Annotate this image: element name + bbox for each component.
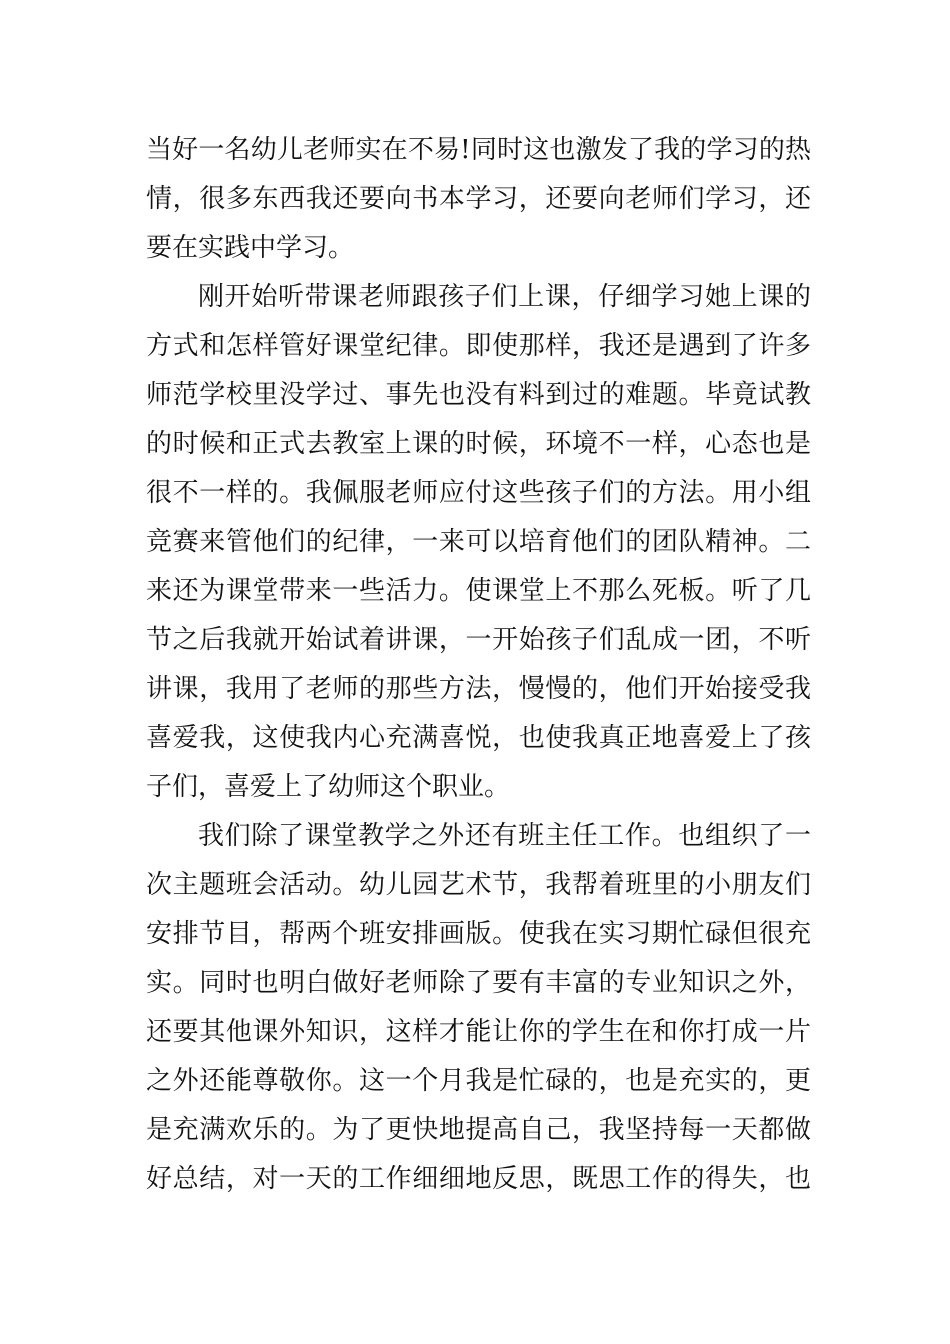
text-line: 之外还能尊敬你。这一个月我是忙碌的，也是充实的，更 xyxy=(146,1066,811,1096)
text-line: 是充满欢乐的。为了更快地提高自己，我坚持每一天都做 xyxy=(146,1115,811,1145)
text-line: 师范学校里没学过、事先也没有料到过的难题。毕竟试教 xyxy=(146,380,811,410)
text-line: 要在实践中学习。 xyxy=(146,233,355,263)
text-line: 很不一样的。我佩服老师应付这些孩子们的方法。用小组 xyxy=(146,478,811,508)
text-line: 刚开始听带课老师跟孩子们上课，仔细学习她上课的 xyxy=(198,282,811,312)
text-line: 情，很多东西我还要向书本学习，还要向老师们学习，还 xyxy=(146,184,811,214)
body-text xyxy=(146,126,811,1204)
text-line: 安排节目，帮两个班安排画版。使我在实习期忙碌但很充 xyxy=(146,919,811,949)
text-line: 来还为课堂带来一些活力。使课堂上不那么死板。听了几 xyxy=(146,576,811,606)
text-line: 喜爱我，这使我内心充满喜悦，也使我真正地喜爱上了孩 xyxy=(146,723,811,753)
text-line: 我们除了课堂教学之外还有班主任工作。也组织了一 xyxy=(198,821,811,851)
text-line: 当好一名幼儿老师实在不易!同时这也激发了我的学习的热 xyxy=(146,135,811,165)
text-line: 的时候和正式去教室上课的时候，环境不一样，心态也是 xyxy=(146,429,811,459)
text-line: 竞赛来管他们的纪律，一来可以培育他们的团队精神。二 xyxy=(146,527,811,557)
text-line: 还要其他课外知识，这样才能让你的学生在和你打成一片 xyxy=(146,1017,811,1047)
text-line: 讲课，我用了老师的那些方法，慢慢的，他们开始接受我 xyxy=(146,674,811,704)
text-line: 好总结，对一天的工作细细地反思，既思工作的得失，也 xyxy=(146,1164,811,1194)
text-line: 方式和怎样管好课堂纪律。即使那样，我还是遇到了许多 xyxy=(146,331,811,361)
paragraph-2 xyxy=(146,273,811,812)
text-line: 节之后我就开始试着讲课，一开始孩子们乱成一团，不听 xyxy=(146,625,811,655)
text-line: 次主题班会活动。幼儿园艺术节，我帮着班里的小朋友们 xyxy=(146,870,811,900)
paragraph-3 xyxy=(146,812,811,1204)
paragraph-1 xyxy=(146,126,811,273)
text-line: 实。同时也明白做好老师除了要有丰富的专业知识之外， xyxy=(146,968,811,998)
text-line: 子们，喜爱上了幼师这个职业。 xyxy=(146,772,511,802)
